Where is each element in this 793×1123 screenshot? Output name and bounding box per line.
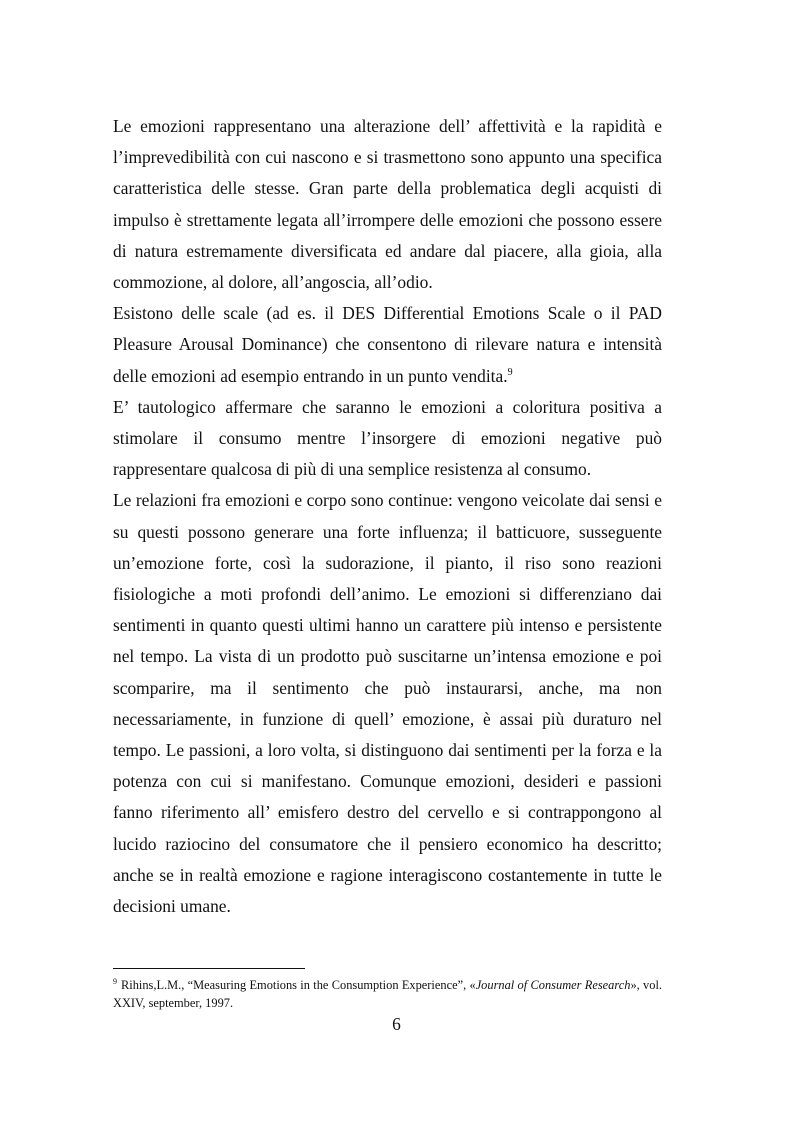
footnote-divider <box>113 968 305 969</box>
footnote-journal-title: Journal of Consumer Research <box>475 978 631 992</box>
footnote-text-after: », vol. XXIV, september, 1997. <box>113 978 662 1010</box>
footnote-number: 9 <box>113 977 117 986</box>
paragraph-emotion-scales-text: Esistono delle scale (ad es. il DES Differential Emotions Scale o il PAD Pleasure Arousal Dominance) che consentono di rilevare natura e intensità delle emozioni ad esempio entrando in un punto vendita. <box>113 303 662 386</box>
footnote-text-before: Rihins,L.M., “Measuring Emotions in the Consumption Experience”, « <box>121 978 476 992</box>
footnote-reference: 9 <box>507 366 513 378</box>
paragraph-emotion-scales <box>113 298 662 392</box>
paragraph-positive-emotions: E’ tautologico affermare che saranno le emozioni a coloritura positiva a stimolare il consumo mentre l’insorgere di emozioni negative può rappresentare qualcosa di più di una semplice resistenza al consumo. <box>113 396 662 480</box>
page-number: 6 <box>392 1014 401 1034</box>
paragraph-emotions-body: Le relazioni fra emozioni e corpo sono continue: vengono veicolate dai sensi e su questi possono generare una forte influenza; il batticuore, susseguente un’emozione forte, così la sudorazione, il pianto, il riso sono reazioni fisiologiche a moti profondi dell’animo. Le emozioni si differenziano dai sentimenti in quanto questi ultimi hanno un carattere più intenso e persistente nel tempo. La vista di un prodotto può suscitarne un’intensa emozione e poi scomparire, ma il sentimento che può instaurarsi, anche, ma non necessariamente, in funzione di quell’ emozione, è assai più duraturo nel tempo. Le passioni, a loro volta, si distinguono dai sentimenti per la forza e la potenza con cui si manifestano. Comunque emozioni, desideri e passioni fanno riferimento all’ emisfero destro del cervello e si contrappongono al lucido raziocino del consumatore che il pensiero economico ha descritto; anche se in realtà emozione e ragione interagiscono costantemente in tutte le decisioni umane. <box>113 490 662 917</box>
paragraph-emotions-definition: Le emozioni rappresentano una alterazione dell’ affettività e la rapidità e l’imprevedibilità con cui nascono e si trasmettono sono appunto una specifica caratteristica delle stesse. Gran parte della problematica degli acquisti di impulso è strettamente legata all’irrompere delle emozioni che possono essere di natura estremamente diversificata ed andare dal piacere, alla gioia, alla commozione, al dolore, all’angoscia, all’odio. <box>113 116 662 293</box>
body-text <box>113 111 662 922</box>
footnote <box>113 977 662 1012</box>
